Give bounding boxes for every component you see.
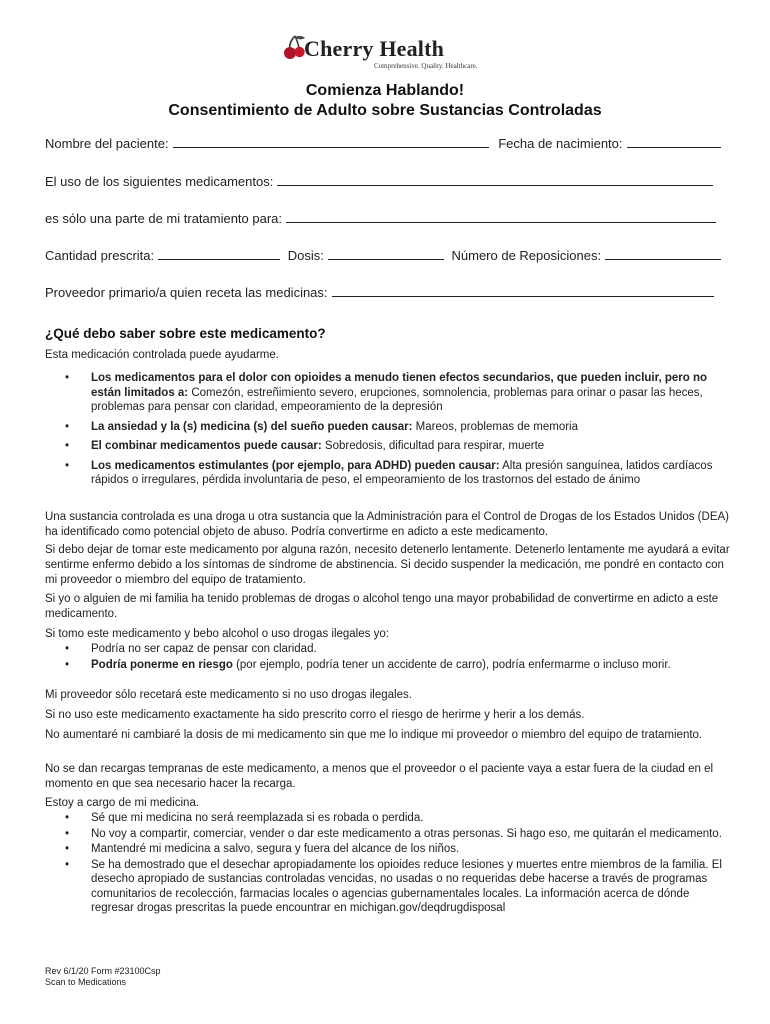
- provider-label: Proveedor primario/a quien receta las medicinas:: [45, 285, 328, 300]
- medications-label: El uso de los siguientes medicamentos:: [45, 174, 274, 189]
- logo-name: Cherry Health: [304, 36, 445, 61]
- dose-label: Dosis:: [287, 248, 324, 263]
- effect-text: Mareos, problemas de memoria: [412, 420, 579, 433]
- birth-date-field[interactable]: [627, 133, 721, 148]
- charge-paragraph: Estoy a cargo de mi medicina.: [45, 797, 200, 809]
- list-item: [45, 459, 725, 488]
- intro-paragraph: Esta medicación controlada puede ayudarme.: [45, 349, 279, 361]
- dea-paragraph: Una sustancia controlada es una droga u otra sustancia que la Administración para el Control de Drogas de los Estados Unidos (DEA) ha identificado como potencial objeto de abuso. Podría convertirme en adicto a este medicamento.: [45, 511, 729, 538]
- alcohol-bold-text: Podría ponerme en riesgo: [91, 658, 233, 671]
- provider-row: [45, 282, 714, 300]
- quantity-label: Cantidad prescrita:: [45, 248, 155, 263]
- family-paragraph: Si yo o alguien de mi familia ha tenido problemas de drogas o alcohol tengo una mayor probabilidad de convertirme en adicto a este medicamento.: [45, 593, 719, 620]
- list-item: [45, 642, 725, 657]
- list-item: • Se ha demostrado que el desechar apropiadamente los opioides reduce lesiones y muertes entre miembros de la familia. El desecho apropiado de sustancias controladas vencidas, no usadas o no requeridas debe hacerse a través de programas comunitarios de recolección, farmacias locales o agencias gubernamentales locales. La información acerca de dónde regresar drogas prescritas la puede encountrar en michigan.gov/deqdrugdisposal: [45, 858, 725, 916]
- illegal-paragraph: Mi proveedor sólo recetará este medicamento si no uso drogas ilegales.: [45, 689, 412, 701]
- dose-paragraph: No aumentaré ni cambiaré la dosis de mi medicamento sin que me lo indique mi proveedor o miembro del equipo de tratamiento.: [45, 729, 703, 741]
- list-item: [45, 371, 725, 415]
- stop-paragraph: Si debo dejar de tomar este medicamento por alguna razón, necesito detenerlo lentamente. Detenerlo lentamente me ayudará a evitar sentirme enfermo debido a los síntomas de síndrome de abstinencia. Si decido suspender la medicación, me pondré en contacto con mi proveedor o miembro del equipo de tratamiento.: [45, 544, 730, 586]
- list-item: [45, 420, 725, 435]
- patient-name-label: Nombre del paciente:: [45, 136, 169, 151]
- effect-text: Alta presión sanguínea, latidos cardíacos rápidos o irregulares, pérdida involuntaria de peso, el empeoramiento de los trastornos del estado de ánimo: [91, 459, 713, 486]
- list-item: [45, 658, 725, 673]
- patient-row: [45, 133, 721, 151]
- patient-name-field[interactable]: [173, 133, 489, 148]
- logo-tagline: Comprehensive. Quality. Healthcare.: [374, 62, 478, 70]
- effect-bold-text: Los medicamentos estimulantes (por ejemplo, para ADHD) pueden causar:: [91, 459, 500, 472]
- quantity-field[interactable]: [158, 245, 280, 260]
- effect-bold-text: El combinar medicamentos puede causar:: [91, 440, 322, 452]
- footer-revision: Rev 6/1/20 Form #23100Csp: [45, 966, 161, 976]
- list-item: • Mantendré mi medicina a salvo, segura y fuera del alcance de los niños.: [45, 842, 725, 857]
- treatment-field[interactable]: [286, 208, 716, 223]
- list-item: • No voy a compartir, comerciar, vender o dar este medicamento a otras personas. Si hago eso, me quitarán el medicamento.: [45, 827, 725, 842]
- charge-list: [45, 811, 725, 917]
- treatment-row: [45, 208, 716, 226]
- alcohol-paragraph: Si tomo este medicamento y bebo alcohol o uso drogas ilegales yo:: [45, 628, 389, 640]
- list-item: • Sé que mi medicina no será reemplazada si es robada o perdida.: [45, 811, 725, 826]
- alcohol-text: (por ejemplo, podría tener un accidente de carro), podría enfermarme o incluso morir.: [232, 658, 671, 671]
- side-effects-list: [45, 371, 725, 493]
- refills-field[interactable]: [605, 245, 721, 260]
- alcohol-text: Podría no ser capaz de pensar con claridad.: [91, 643, 317, 655]
- dose-field[interactable]: [328, 245, 444, 260]
- section-heading: ¿Qué debo saber sobre este medicamento?: [45, 326, 326, 341]
- list-item: [45, 439, 725, 454]
- provider-field[interactable]: [332, 282, 714, 297]
- refills-paragraph: No se dan recargas tempranas de este medicamento, a menos que el proveedor o el paciente vaya a estar fuera de la ciudad en el momento en que sea necesario hacer la recarga.: [45, 763, 714, 790]
- footer-scan-note: Scan to Medications: [45, 977, 127, 987]
- effect-text: Sobredosis, dificultad para respirar, muerte: [321, 440, 545, 452]
- risk-paragraph: Si no uso este medicamento exactamente ha sido prescrito corro el riesgo de herirme y herir a los demás.: [45, 709, 585, 721]
- form-title-line2: Consentimiento de Adulto sobre Sustancias Controladas: [168, 102, 602, 119]
- form-title-line1: Comienza Hablando!: [305, 82, 465, 99]
- medications-row: [45, 171, 713, 189]
- form-footer: [45, 966, 161, 988]
- birth-date-label: Fecha de nacimiento:: [498, 136, 623, 151]
- quantity-row: [45, 245, 721, 263]
- effect-bold-text: Los medicamentos para el dolor con opioides a menudo tienen efectos secundarios, que pueden incluir, pero no están limitados a:: [91, 372, 708, 399]
- refills-label: Número de Reposiciones:: [451, 248, 602, 263]
- medications-field[interactable]: [277, 171, 713, 186]
- treatment-label: es sólo una parte de mi tratamiento para:: [45, 211, 283, 226]
- effect-bold-text: La ansiedad y la (s) medicina (s) del sueño pueden causar:: [91, 420, 413, 433]
- alcohol-list: [45, 642, 725, 673]
- cherry-health-logo: [282, 34, 492, 74]
- effect-text: Comezón, estreñimiento severo, erupciones, somnolencia, problemas para orinar o pasar las heces, problemas para pensar con claridad, empeoramiento de la depresión: [91, 386, 703, 413]
